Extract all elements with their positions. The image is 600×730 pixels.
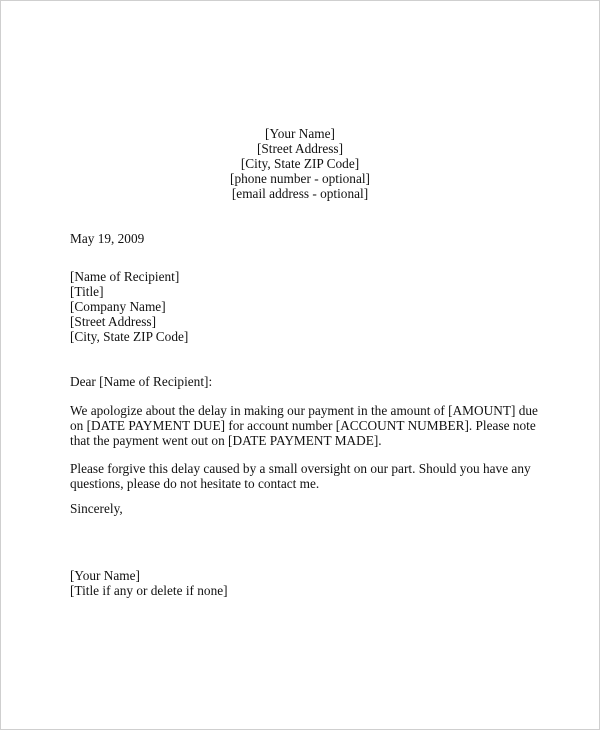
recipient-name: [Name of Recipient] <box>70 269 180 284</box>
closing: Sincerely, <box>70 501 123 516</box>
body-paragraph-1 <box>70 403 538 448</box>
sender-phone: [phone number - optional] <box>230 171 370 186</box>
body-paragraph-2 <box>70 461 531 491</box>
sender-address-block <box>1 126 599 201</box>
recipient-city-state-zip: [City, State ZIP Code] <box>70 329 189 344</box>
sender-city-state-zip: [City, State ZIP Code] <box>240 156 360 171</box>
sender-street: [Street Address] <box>256 141 344 156</box>
recipient-company: [Company Name] <box>70 299 166 314</box>
recipient-title: [Title] <box>70 284 104 299</box>
paragraph-line: on [DATE PAYMENT DUE] for account number [ACCOUNT NUMBER]. Please note <box>70 418 536 433</box>
signature-title: [Title if any or delete if none] <box>70 583 228 598</box>
letter-date: May 19, 2009 <box>70 231 145 246</box>
sender-name: [Your Name] <box>265 126 335 141</box>
recipient-address-block <box>70 269 188 344</box>
paragraph-line: We apologize about the delay in making our payment in the amount of [AMOUNT] due <box>70 403 538 418</box>
salutation: Dear [Name of Recipient]: <box>70 374 213 389</box>
signature-block <box>70 568 228 598</box>
sender-email: [email address - optional] <box>231 186 369 201</box>
signature-name: [Your Name] <box>70 568 140 583</box>
paragraph-line: questions, please do not hesitate to contact me. <box>70 476 320 491</box>
recipient-street: [Street Address] <box>70 314 157 329</box>
paragraph-line: Please forgive this delay caused by a small oversight on our part. Should you have any <box>70 461 531 476</box>
paragraph-line: that the payment went out on [DATE PAYMENT MADE]. <box>70 433 382 448</box>
